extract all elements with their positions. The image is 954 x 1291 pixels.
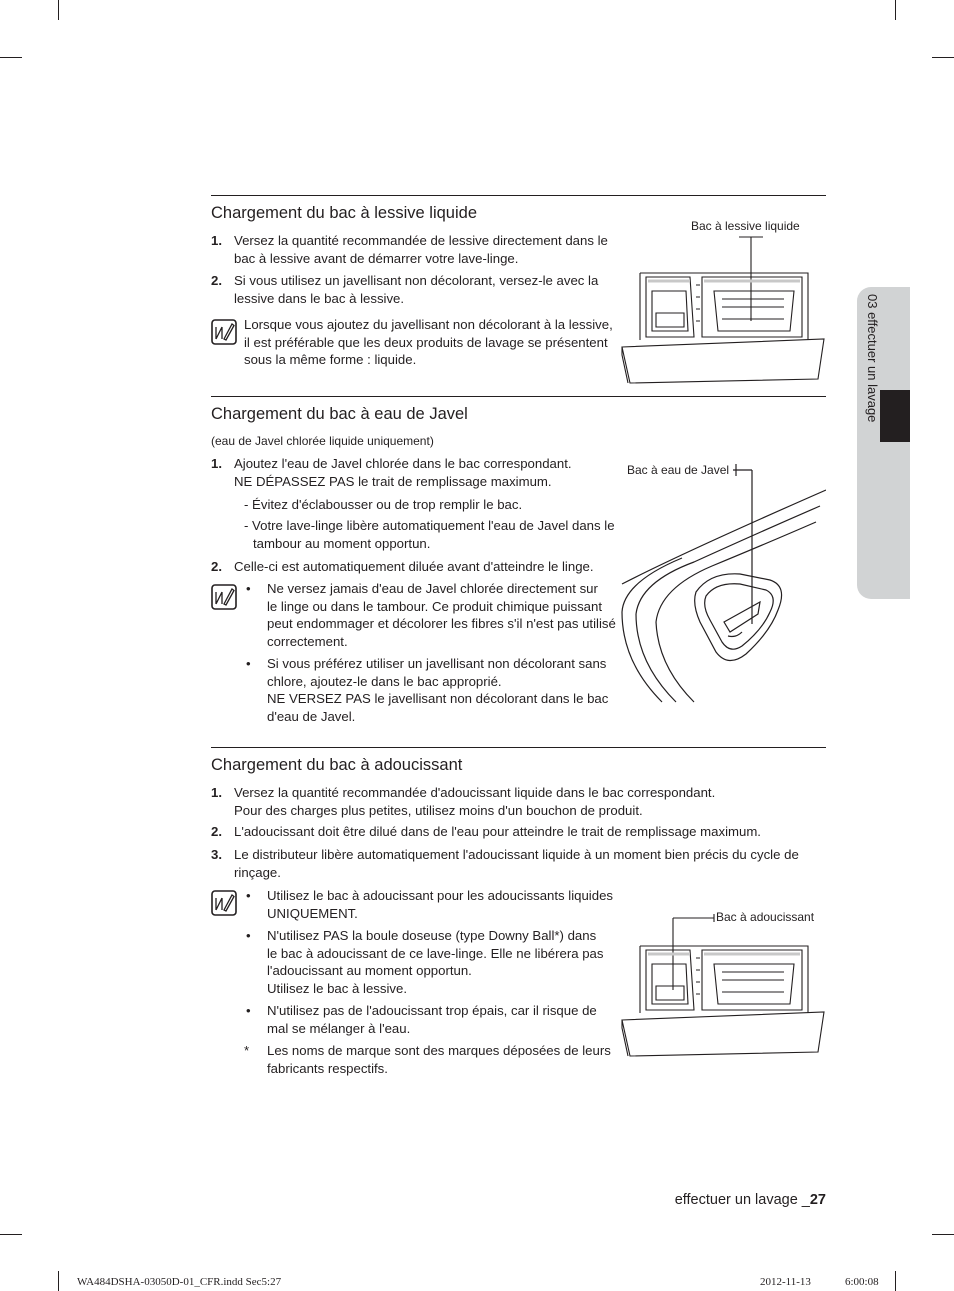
step-text: L'adoucissant doit être dilué dans de l'eau pour atteindre le trait de remplissage maximum. <box>234 824 761 839</box>
bullet: • <box>246 1003 251 1018</box>
note-text: N'utilisez pas de l'adoucissant trop épais, car il risque de mal se mélanger à l'eau. <box>267 1003 597 1036</box>
note-pencil-icon <box>211 319 237 345</box>
page-number: 27 <box>809 1192 826 1208</box>
crop-mark <box>0 57 22 58</box>
step-text: Celle-ci est automatiquement diluée avant d'atteindre le linge. <box>234 559 594 574</box>
step-number: 2. <box>211 824 222 839</box>
crop-mark <box>932 57 954 58</box>
slug-time: 6:00:08 <box>845 1276 879 1288</box>
step-text: Versez la quantité recommandée d'adoucissant liquide dans le bac correspondant. Pour des charges plus petites, utilisez moins d'un bouchon de produit. <box>234 785 716 818</box>
crop-mark <box>895 1271 896 1291</box>
section-title: Chargement du bac à adoucissant <box>211 756 463 774</box>
crop-mark <box>0 1234 22 1235</box>
dash-item: - Évitez d'éclabousser ou de trop remplir le bac. <box>244 497 523 512</box>
note-text: Si vous préférez utiliser un javellisant non décolorant sans chlore, ajoutez-le dans le bac approprié. NE VERSEZ PAS le javellisant non décolorant dans le bac d'eau de Javel. <box>267 656 609 725</box>
step-number: 1. <box>211 785 222 800</box>
chapter-label: 03 effectuer un lavage <box>865 294 880 423</box>
dash-item: - Votre lave-linge libère automatiquement l'eau de Javel dans le tambour au moment opportun. <box>244 518 615 551</box>
bullet: • <box>246 656 251 671</box>
crop-mark <box>58 1271 59 1291</box>
bullet: • <box>246 888 251 903</box>
section-title: Chargement du bac à lessive liquide <box>211 204 477 222</box>
bullet: • <box>246 928 251 943</box>
step-text: Le distributeur libère automatiquement l'adoucissant liquide à un moment bien précis du cycle de rinçage. <box>234 847 799 880</box>
softener-drawer-illustration <box>618 910 830 1060</box>
bleach-dispenser-illustration <box>620 462 826 706</box>
step-number: 2. <box>211 559 222 574</box>
slug-date: 2012-11-13 <box>760 1276 811 1288</box>
step-text: Si vous utilisez un javellisant non décolorant, versez-le avec la lessive dans le bac à lessive. <box>234 273 599 306</box>
note-pencil-icon <box>211 890 237 916</box>
callout-liquid-detergent: Bac à lessive liquide <box>691 219 800 233</box>
step-number: 1. <box>211 456 222 471</box>
step-number: 3. <box>211 847 222 862</box>
note-text: Ne versez jamais d'eau de Javel chlorée directement sur le linge ou dans le tambour. Ce produit chimique puissant peut endommager et décolorer les fibres s'il n'est pas utilisé correctement. <box>267 581 616 650</box>
note-text: Utilisez le bac à adoucissant pour les adoucissants liquides UNIQUEMENT. <box>267 888 613 921</box>
crop-mark <box>58 0 59 20</box>
callout-bleach: Bac à eau de Javel <box>627 463 730 477</box>
step-number: 1. <box>211 233 222 248</box>
step-text: Ajoutez l'eau de Javel chlorée dans le bac correspondant. NE DÉPASSEZ PAS le trait de remplissage maximum. <box>234 456 572 489</box>
page-footer: effectuer un lavage _27 <box>674 1192 826 1208</box>
note-pencil-icon <box>211 584 237 610</box>
callout-softener: Bac à adoucissant <box>716 910 815 924</box>
asterisk: * <box>244 1043 250 1058</box>
slug-file: WA484DSHA-03050D-01_CFR.indd Sec5:27 <box>77 1276 282 1288</box>
crop-mark <box>932 1234 954 1235</box>
note-text: Lorsque vous ajoutez du javellisant non décolorant à la lessive, il est préférable que les deux produits de lavage se présentent sous la même forme : liquide. <box>244 317 613 368</box>
step-number: 2. <box>211 273 222 288</box>
detergent-drawer-illustration <box>618 235 830 385</box>
chapter-marker <box>880 390 910 442</box>
step-text: Versez la quantité recommandée de lessive directement dans le bac à lessive avant de démarrer votre lave-linge. <box>234 233 608 266</box>
section-title: Chargement du bac à eau de Javel <box>211 405 468 423</box>
section-subtitle: (eau de Javel chlorée liquide uniquement) <box>211 434 434 448</box>
bullet: • <box>246 581 251 596</box>
footnote-text: Les noms de marque sont des marques déposées de leurs fabricants respectifs. <box>267 1043 611 1076</box>
crop-mark <box>895 0 896 20</box>
note-text: N'utilisez PAS la boule doseuse (type Downy Ball*) dans le bac à adoucissant de ce lave-linge. Elle ne libérera pas l'adoucissant au moment opportun. Utilisez le bac à lessive. <box>267 928 604 997</box>
